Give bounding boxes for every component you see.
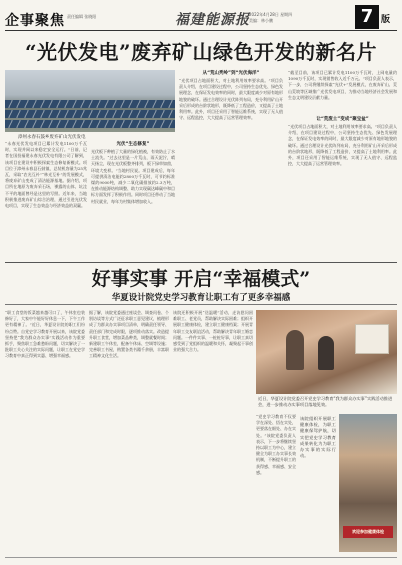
article1-column-4a: “截至目前，该项目已累计发电1100万千瓦时，上网电量约1090万千瓦时，实现销售收入近千万元。”项目负责人表示，下一步，公司将继续探索“光伏+”发展模式，在废弃矿山、荒山荒坡等区域推广光伏发电项目，为推动当地经济社会发展和生态文明建设贡献力量。 bbox=[288, 70, 397, 100]
page-label: 版 bbox=[381, 15, 391, 25]
meeting-photo-caption: 近日，华夏设计院党委召开党史学习教育“我为群众办实事”实践活动推进会，进一步推动办实事项目落地见效。 bbox=[258, 396, 393, 407]
article1-subhead-3: 让“荒废土”变成“聚宝盆” bbox=[316, 117, 369, 122]
article1-headline: “光伏发电”废弃矿山绿色开发的新名片 bbox=[24, 40, 377, 64]
section-title: 企事聚焦 bbox=[5, 13, 65, 29]
article1-column-4b: “光伏项目占地面积大，对土地利用效率要求高。”项目负责人介绍，在项目建设过程中，公司坚持生态优先、绿色发展理念，在保证发电效率的同时，最大限度减少对原有地形地貌的破坏。通过合理设计光伏阵列布局，充分利用矿山开采后形成的台阶状地形，既降低了工程造价，又提高了土地利用率。此外，项目还采用了智能运维系统，实现了无人值守、远程监控，大大提高了运营管理效率。 bbox=[288, 124, 397, 167]
solar-photo-caption: 漳州永春石鼓乡废弃矿山光伏发电 bbox=[18, 135, 86, 140]
article2-column-1: “职工食堂的饭菜越来越可口了，午休室也装修好了，大家中午能好好休息一下，下午工作更有精神了。”近日，华夏设计院的职工们纷纷点赞。自党史学习教育开展以来，该院党委坚持把“我为群众办实事”实践活动作为重要抓手，聚焦职工急难愁盼问题，切实解决了一批职工关心关注的实际问题，让职工在党史学习教育中真正得到实惠、增强幸福感。 bbox=[5, 310, 85, 359]
article1-subhead-1: 光伏“生态修复” bbox=[116, 142, 150, 147]
header-divider bbox=[5, 30, 397, 31]
checkup-photo-caption: 该院组织开展职工健康体检，为职工健康保驾护航，切实把党史学习教育成果转化为为职工办实事的实际行动。 bbox=[300, 416, 336, 459]
solar-panel-row bbox=[5, 110, 175, 118]
solar-panel-row bbox=[5, 120, 175, 128]
masthead: 福建能源报 bbox=[175, 12, 250, 28]
person-figure bbox=[318, 336, 334, 370]
page-number: 7 bbox=[355, 5, 379, 29]
article1-subhead-2: 从“荒山秃岭”到“光伏海洋” bbox=[202, 71, 260, 76]
article2-headline: 好事实事 开启“幸福模式” bbox=[91, 268, 311, 290]
presentation-board bbox=[355, 324, 389, 354]
article-divider bbox=[5, 262, 397, 263]
person-figure bbox=[286, 330, 304, 370]
article1-column-1: “永春光伏发电项目已累计发电1100万千瓦时，实现并网以来稳定安全运行。”日前，记者在国投福建永春光伏发电有限公司了解到，该项目在建设中积极探索生态修复新模式。项目位于漳州永春县石鼓镇，总装机容量为25兆瓦，采取“农光互补”“林光互补”的发展模式，将废弃矿山变成了清洁能源基地。据介绍，项目所在地原为废弃采石场，裸露的山体、坑洼不平的地面曾经是这里的写照。近年来，当地积极推进废弃矿山综合治理，通过引进光伏发电项目，实现了生态效益与经济效益的双赢。 bbox=[5, 141, 87, 209]
designer-line: 美编：林小鹏 bbox=[249, 18, 273, 23]
meeting-photo bbox=[256, 310, 397, 394]
article1-column-3: “光伏项目占地面积大，对土地利用效率要求高。”项目负责人介绍，在项目建设过程中，公司坚持生态优先、绿色发展理念，在保证发电效率的同时，最大限度减少对原有地形地貌的破坏。通过合理设计光伏阵列布局，充分利用矿山开采后形成的台阶状地形，既降低了工程造价，又提高了土地利用率。此外，项目还采用了智能运维系统，实现了无人值守、远程监控，大大提高了运营管理效率。 bbox=[179, 78, 283, 121]
footer-divider bbox=[5, 557, 397, 558]
section-editor: 责任编辑 张晓阳 bbox=[67, 14, 97, 19]
article2-column-4: “党史学习教育不仅要学在深处、悟在实处，更要落在细处、办在实处。”该院党委负责人表示，下一步将继续坚持以职工为中心，建立健全为职工办实事长效机制，不断提升职工的获得感、幸福感、安全感。 bbox=[256, 414, 296, 475]
solar-panel-row bbox=[5, 100, 175, 108]
article1-column-2: 光伏板下种植了大量的绿化植被，有效防止了水土流失。“过去这里是一片荒山，雨天泥泞，晴天扬尘，现在光伏板整齐排列，板下绿草如茵，环境大变样。”当地村民说。项目建成后，每年可提供清洁电能约2800万千瓦时，可节约标准煤约9000吨，减少二氧化碳排放约2.3万吨，在推动能源结构调整、助力实现碳达峰碳中和目标方面发挥了积极作用。同时项目还带动了当地村民就业，每年为村集体增加收入。 bbox=[91, 149, 175, 204]
solar-farm-photo bbox=[5, 70, 175, 132]
health-checkup-photo bbox=[339, 414, 397, 552]
checkup-banner: 欢迎参加健康体检 bbox=[343, 526, 393, 538]
article2-column-2: 据了解，该院党委通过座谈会、调查问卷、个别访谈等方式广泛征求职工意见建议，梳理形成了为群众办实事项目清单，明确责任领导、责任部门和完成时限，逐项推动落实。改造提升职工食堂，增加菜品种类，调整就餐时间；新建职工午休室，配备午休床、空调等设施；完善职工书屋，购置各类书籍千余册，丰富职工精神文化生活。 bbox=[89, 310, 169, 359]
subhead-divider bbox=[5, 304, 397, 305]
article2-subheadline: 华夏设计院党史学习教育让职工有了更多幸福感 bbox=[111, 293, 291, 303]
article2-column-3: 该院还积极开展“送温暖”活动，走访慰问困难职工、老党员，帮助解决实际困难；组织开展职工健康体检，建立职工健康档案；开展青年职工交友联谊活动，帮助解决青年职工婚恋问题。一件件实事、一桩桩好事，让职工真切感受到了党组织的温暖和关怀，凝聚起干事创业的强大合力。 bbox=[173, 310, 253, 353]
date-line: 2022年4月28日 星期四 bbox=[249, 12, 293, 17]
